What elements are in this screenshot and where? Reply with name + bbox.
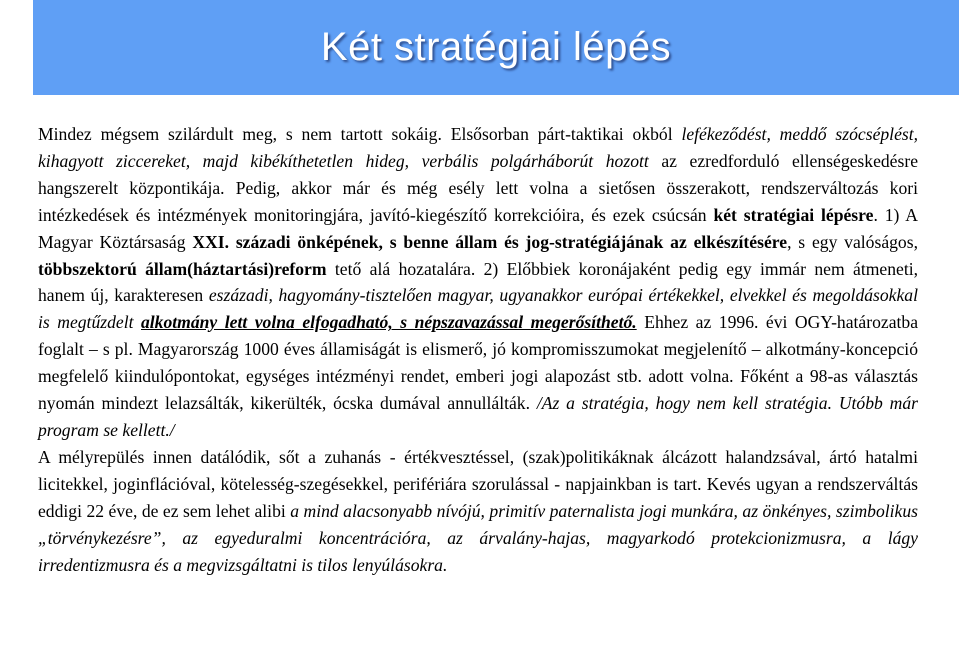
- p1-text-6: Ehhez az 1996. évi OGY-határozatba foglalt – s pl. Magyarország 1000 éves államiságát is elismerő, jó kompromisszumokat megjelenítő – alkotmány-koncepció megfelelő kiindulópontokat, egységes intézményi rendet, emberi jogi alapozást stb. adott volna. Főként a 98-as választás nyomán mindezt lelazsálták, kikerülték, ócska dumával annullálták.: [38, 312, 919, 414]
- p1-bold-2: XXI. századi önképének, s benne állam és jog-stratégiájának az elkészítésére: [192, 231, 788, 252]
- slide-title: Két stratégiai lépés: [320, 25, 672, 69]
- p2-text-1: A mélyrepülés innen datálódik, sőt a zuhanás - értékvesztéssel, (szak)politikáknak álcázott halandzsával, ártó hatalmi licitekkel, joginflációval, kötelesség-szegésekkel, perifériára szorulással - napjainkban is tart. Kevés ugyan a rendszerváltás eddigi 22 éve, de ez sem lehet alibi: [38, 446, 918, 521]
- p2-italic-1: a mind alacsonyabb nívójú, primitív paternalista jogi munkára, az önkényes, szimbolikus „törvénykezésre”, az egyeduralmi koncentrációra, az árvalány-hajas, magyarkodó protekcionizmusra, a lágy irredentizmusra és a megvizsgáltatni is tilos lenyúlásokra.: [38, 500, 918, 575]
- p1-bold-3: többszektorú állam(háztartási)reform: [38, 258, 327, 279]
- p1-text-3: . 1) A Magyar Köztársaság: [38, 204, 918, 252]
- p1-italic-2: eszázadi, hagyomány-tisztelően magyar, ugyanakkor európai értékekkel, elvekkel és megoldásokkal is megtűzdelt: [38, 285, 918, 333]
- p1-bold-1: két stratégiai lépésre: [713, 204, 874, 225]
- p1-italic-1: lefékeződést, meddő szócséplést, kihagyott ziccereket, majd kibékíthetetlen hideg, verbális polgárháborút hozott: [38, 124, 919, 171]
- title-bar: [33, 0, 959, 95]
- p1-text-4: , s egy valóságos,: [787, 231, 918, 252]
- p1-text-1: Mindez mégsem szilárdult meg, s nem tartott sokáig. Elsősorban párt-taktikai okból: [38, 124, 682, 144]
- p1-text-5: tető alá hozatalára. 2) Előbbiek koronájaként pedig egy immár nem átmeneti, hanem új, karakteresen: [38, 258, 918, 306]
- paragraph-2: [38, 444, 918, 579]
- p1-italic-3: /Az a stratégia, hogy nem kell stratégia. Utóbb már program se kellett./: [38, 393, 918, 440]
- slide-body: [38, 121, 918, 578]
- p1-text-2: az ezredforduló ellenségeskedésre hangszerelt központikája. Pedig, akkor már és még esély lett volna a sietősen összerakott, rendszerváltozás kori intézkedések és intézmények monitoringjára, javító-kiegészítő korrekcióira, és ezek csúcsán: [38, 150, 919, 225]
- p1-emphasis-underlined: alkotmány lett volna elfogadható, s népszavazással megerősíthető.: [141, 312, 637, 333]
- paragraph-1: [38, 121, 918, 444]
